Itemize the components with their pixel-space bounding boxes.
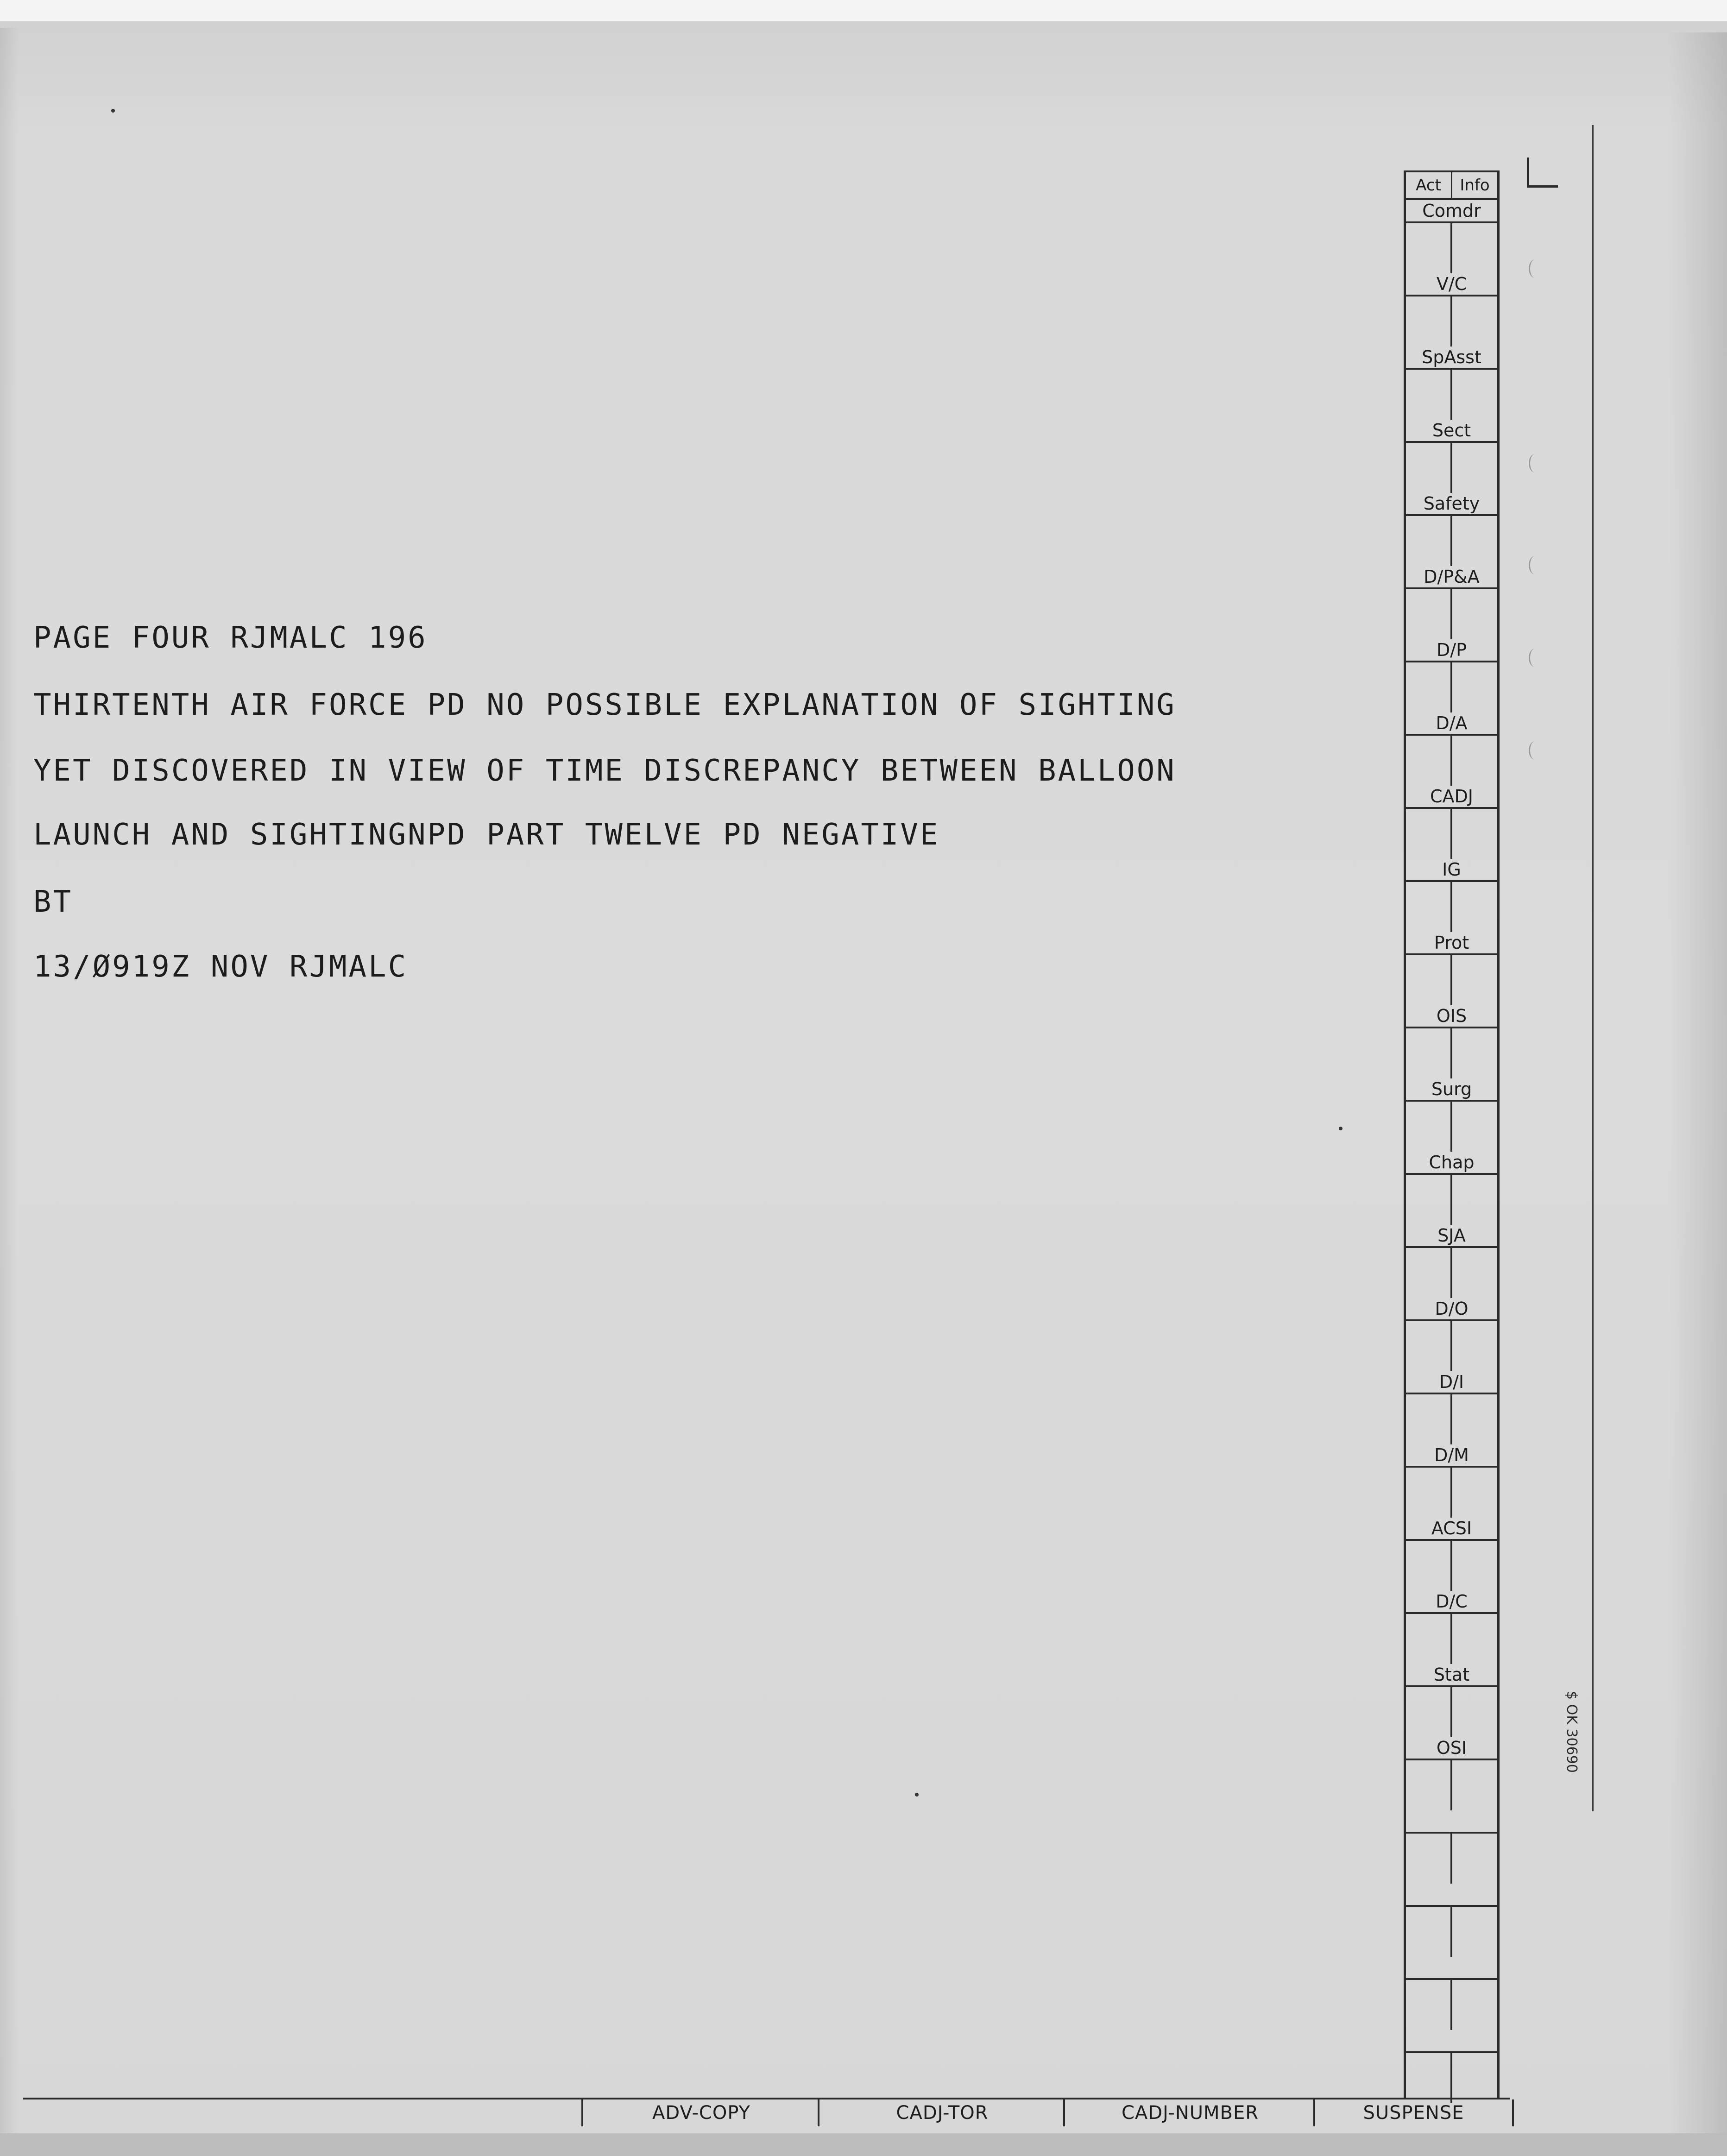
routing-act-info-divider (1450, 1175, 1452, 1225)
routing-act-info-divider (1450, 809, 1452, 859)
routing-slot (1406, 347, 1497, 420)
routing-act-info-divider (1450, 443, 1452, 493)
footer-cadj-tor: CADJ-TOR (818, 2099, 1065, 2126)
routing-act-info-divider (1450, 1248, 1452, 1298)
corner-registration-mark (1527, 158, 1558, 188)
routing-slot (1406, 1444, 1497, 1518)
routing-office-label: ACSI (1406, 1518, 1497, 1541)
message-line-5: BT (33, 885, 73, 919)
routing-act-info-divider (1450, 1687, 1452, 1737)
routing-act-info-divider (1450, 2053, 1452, 2103)
routing-slot (1406, 1225, 1497, 1298)
routing-act-info-divider (1450, 1321, 1452, 1371)
scan-speck (111, 109, 115, 113)
page-bottom-edge (0, 2133, 1727, 2156)
routing-header-act: Act (1406, 172, 1452, 198)
routing-office-label (1406, 1957, 1497, 1980)
punch-mark (1529, 741, 1541, 760)
message-line-6: 13/Ø919Z NOV RJMALC (33, 950, 408, 984)
routing-office-label: IG (1406, 859, 1497, 882)
routing-act-info-divider (1450, 589, 1452, 639)
punch-mark (1529, 259, 1541, 278)
routing-act-info-divider (1450, 1980, 1452, 2030)
routing-office-label: Stat (1406, 1664, 1497, 1687)
footer-suspense: SUSPENSE (1313, 2099, 1514, 2126)
routing-office-label: SpAsst (1406, 347, 1497, 370)
routing-office-label: V/C (1406, 273, 1497, 296)
routing-office-label: D/M (1406, 1444, 1497, 1468)
message-line-1: PAGE FOUR RJMALC 196 (33, 621, 428, 655)
routing-office-label: OIS (1406, 1005, 1497, 1028)
message-line-3: YET DISCOVERED IN VIEW OF TIME DISCREPANCY BETWEEN BALLOON (33, 754, 1176, 788)
routing-slot (1406, 1884, 1497, 1957)
routing-slot (1406, 493, 1497, 566)
routing-office-label: Safety (1406, 493, 1497, 516)
routing-office-label: SJA (1406, 1225, 1497, 1248)
routing-slot (1406, 2030, 1497, 2103)
routing-slot (1406, 712, 1497, 786)
scan-speck (915, 1793, 919, 1797)
routing-office-label: Sect (1406, 420, 1497, 443)
routing-act-info-divider (1450, 1028, 1452, 1078)
routing-act-info-divider (1450, 1394, 1452, 1444)
routing-slot (1406, 273, 1497, 347)
routing-header (1406, 172, 1497, 200)
routing-slot (1406, 1371, 1497, 1444)
routing-office-label: Comdr (1406, 200, 1497, 223)
routing-office-label: D/P&A (1406, 566, 1497, 589)
routing-act-info-divider (1450, 1760, 1452, 1810)
page-top-edge (0, 0, 1727, 21)
punch-mark (1529, 454, 1541, 473)
routing-act-info-divider (1450, 662, 1452, 712)
routing-slot (1406, 1005, 1497, 1078)
message-line-2: THIRTENTH AIR FORCE PD NO POSSIBLE EXPLANATION OF SIGHTING (33, 688, 1176, 722)
message-line-4: LAUNCH AND SIGHTINGNPD PART TWELVE PD NEGATIVE (33, 818, 940, 852)
page-right-shadow (1668, 32, 1727, 2145)
routing-act-info-divider (1450, 1541, 1452, 1591)
footer-cadj-number: CADJ-NUMBER (1063, 2099, 1315, 2126)
routing-act-info-divider (1450, 1834, 1452, 1884)
routing-office-label: D/A (1406, 712, 1497, 736)
routing-slot (1406, 786, 1497, 859)
routing-slot (1406, 1078, 1497, 1152)
routing-office-label (1406, 1810, 1497, 1834)
routing-office-label: CADJ (1406, 786, 1497, 809)
routing-act-info-divider (1450, 1907, 1452, 1957)
routing-office-label: Prot (1406, 932, 1497, 955)
routing-office-label: D/O (1406, 1298, 1497, 1321)
routing-act-info-divider (1450, 1468, 1452, 1518)
routing-act-info-divider (1450, 1614, 1452, 1664)
punch-mark (1529, 556, 1541, 574)
routing-office-label: OSI (1406, 1737, 1497, 1760)
routing-office-label: D/I (1406, 1371, 1497, 1394)
routing-slot (1406, 200, 1497, 273)
punch-mark (1529, 649, 1541, 667)
routing-header-info: Info (1460, 176, 1490, 195)
routing-act-info-divider (1450, 296, 1452, 347)
routing-slot (1406, 566, 1497, 639)
routing-slot (1406, 932, 1497, 1005)
routing-act-info-divider (1450, 223, 1452, 273)
footer-adv-copy: ADV-COPY (581, 2099, 819, 2126)
routing-slot (1406, 639, 1497, 712)
routing-office-label (1406, 2030, 1497, 2053)
routing-slot (1406, 1591, 1497, 1664)
routing-slot (1406, 1737, 1497, 1810)
routing-office-label: D/C (1406, 1591, 1497, 1614)
page-left-shadow (0, 28, 19, 2156)
routing-slot (1406, 1664, 1497, 1737)
routing-office-label (1406, 1884, 1497, 1907)
routing-slot (1406, 1152, 1497, 1225)
routing-act-info-divider (1450, 1102, 1452, 1152)
routing-office-label: Surg (1406, 1078, 1497, 1102)
routing-slot (1406, 1518, 1497, 1591)
scan-speck (1339, 1127, 1343, 1130)
routing-slot (1406, 859, 1497, 932)
routing-slot (1406, 1298, 1497, 1371)
routing-act-info-divider (1450, 370, 1452, 420)
routing-slot (1406, 1810, 1497, 1884)
routing-office-label: Chap (1406, 1152, 1497, 1175)
routing-act-info-divider (1450, 955, 1452, 1005)
form-number: $ OK 30690 (1563, 1691, 1580, 1773)
right-margin-rule (1592, 125, 1594, 1811)
routing-slot (1406, 1957, 1497, 2030)
routing-slot (1406, 420, 1497, 493)
routing-column (1404, 170, 1500, 2098)
routing-office-label: D/P (1406, 639, 1497, 662)
routing-act-info-divider (1450, 882, 1452, 932)
routing-act-info-divider (1450, 516, 1452, 566)
routing-act-info-divider (1450, 736, 1452, 786)
